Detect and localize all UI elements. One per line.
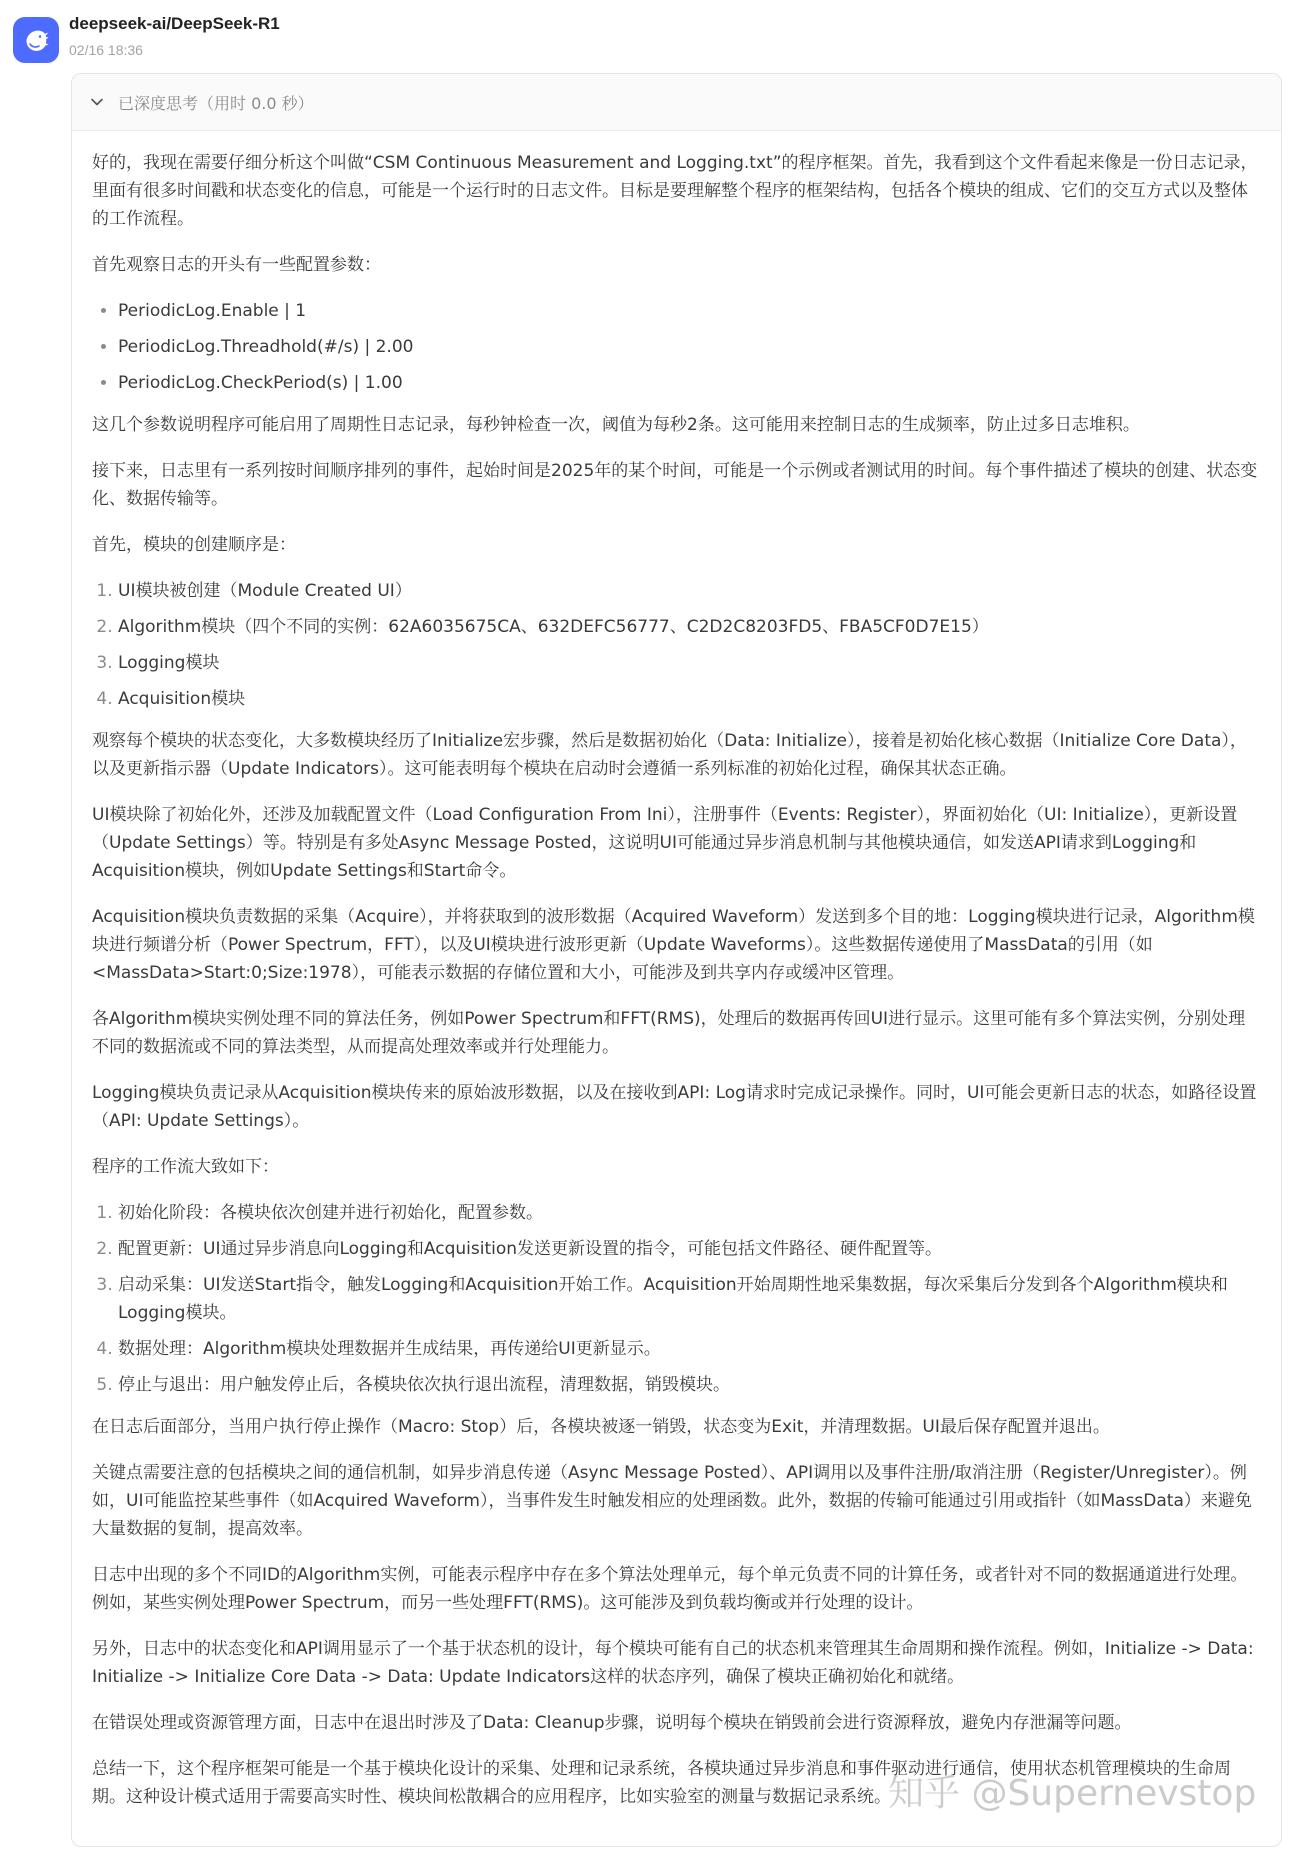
paragraph: 首先，模块的创建顺序是： xyxy=(92,535,296,555)
list-item: • PeriodicLog.Threadhold(#/s) | 2.00 xyxy=(118,333,1261,361)
paragraph: Acquisition模块负责数据的采集（Acquire），并将获取到的波形数据（Acquired Waveform）发送到多个目的地：Logging模块进行记录，Algorithm模块进行频谱分析（Power Spectrum，FFT），以及UI模块进行波形更新（Update Waveforms）。这些数据传递使用了MassData的引用（如<MassData>Start:0;Size:1978），可能表示数据的存储位置和大小，可能涉及到共享内存或缓冲区管理。 xyxy=(92,907,1255,983)
paragraph: 关键点需要注意的包括模块之间的通信机制，如异步消息传递（Async Message Posted）、API调用以及事件注册/取消注册（Register/Unregister）。例如，UI可能监控某些事件（如Acquired Waveform），当事件发生时触发相应的处理函数。此外，数据的传输可能通过引用或指针（如MassData）来避免大量数据的复制，提高效率。 xyxy=(92,1463,1252,1539)
list-item: • PeriodicLog.CheckPeriod(s) | 1.00 xyxy=(118,369,1261,397)
deep-think-toggle[interactable] xyxy=(72,74,1281,131)
paragraph: 各Algorithm模块实例处理不同的算法任务，例如Power Spectrum和FFT(RMS)，处理后的数据再传回UI进行显示。这里可能有多个算法实例，分别处理不同的数据流或不同的算法类型，从而提高处理效率或并行处理能力。 xyxy=(92,1009,1246,1057)
watermark: 知乎 @Supernevstop xyxy=(888,1773,1257,1814)
list-item: 5. 停止与退出：用户触发停止后，各模块依次执行退出流程，清理数据，销毁模块。 xyxy=(118,1371,1261,1399)
list-item: 4. 数据处理：Algorithm模块处理数据并生成结果，再传递给UI更新显示。 xyxy=(118,1335,1261,1363)
paragraph: 好的，我现在需要仔细分析这个叫做“CSM Continuous Measurement and Logging.txt”的程序框架。首先，我看到这个文件看起来像是一份日志记录，里面有很多时间戳和状态变化的信息，可能是一个运行时的日志文件。目标是要理解整个程序的框架结构，包括各个模块的组成、它们的交互方式以及整体的工作流程。 xyxy=(92,153,1258,229)
paragraph: 在错误处理或资源管理方面，日志中在退出时涉及了Data: Cleanup步骤，说明每个模块在销毁前会进行资源释放，避免内存泄漏等问题。 xyxy=(92,1713,1132,1733)
message-timestamp: 02/16 18:36 xyxy=(69,42,143,58)
list-item: 3. 启动采集：UI发送Start指令，触发Logging和Acquisition开始工作。Acquisition开始周期性地采集数据，每次采集后分发到各个Algorithm模块和Logging模块。 xyxy=(118,1271,1261,1327)
list-item: 1. UI模块被创建（Module Created UI） xyxy=(118,577,1261,605)
model-name: deepseek-ai/DeepSeek-R1 xyxy=(69,14,280,33)
list-item: • PeriodicLog.Enable | 1 xyxy=(118,297,1261,325)
config-list xyxy=(92,297,1261,397)
paragraph: Logging模块负责记录从Acquisition模块传来的原始波形数据，以及在接收到API: Log请求时完成记录操作。同时，UI可能会更新日志的状态，如路径设置（API: Update Settings）。 xyxy=(92,1083,1257,1131)
paragraph: 接下来，日志里有一系列按时间顺序排列的事件，起始时间是2025年的某个时间，可能是一个示例或者测试用的时间。每个事件描述了模块的创建、状态变化、数据传输等。 xyxy=(92,461,1258,509)
workflow-list xyxy=(92,1199,1261,1399)
paragraph: 另外，日志中的状态变化和API调用显示了一个基于状态机的设计，每个模块可能有自己的状态机来管理其生命周期和操作流程。例如，Initialize -> Data: Initialize -> Initialize Core Data -> Data: Update Indicators这样的状态序列，确保了模块正确初始化和就绪。 xyxy=(92,1639,1254,1687)
deepseek-whale-icon xyxy=(21,25,51,55)
response-card xyxy=(71,73,1282,1847)
list-item: 2. 配置更新：UI通过异步消息向Logging和Acquisition发送更新设置的指令，可能包括文件路径、硬件配置等。 xyxy=(118,1235,1261,1263)
paragraph: UI模块除了初始化外，还涉及加载配置文件（Load Configuration From Ini），注册事件（Events: Register），界面初始化（UI: Initialize），更新设置（Update Settings）等。特别是有多处Async Message Posted，这说明UI可能通过异步消息机制与其他模块通信，如发送API请求到Logging和Acquisition模块，例如Update Settings和Start命令。 xyxy=(92,805,1238,881)
paragraph: 观察每个模块的状态变化，大多数模块经历了Initialize宏步骤，然后是数据初始化（Data: Initialize），接着是初始化核心数据（Initialize Core Data），以及更新指示器（Update Indicators）。这可能表明每个模块在启动时会遵循一系列标准的初始化过程，确保其状态正确。 xyxy=(92,731,1247,779)
paragraph: 日志中出现的多个不同ID的Algorithm实例，可能表示程序中存在多个算法处理单元，每个单元负责不同的计算任务，或者针对不同的数据通道进行处理。例如，某些实例处理Power Spectrum，而另一些处理FFT(RMS)。这可能涉及到负载均衡或并行处理的设计。 xyxy=(92,1565,1248,1613)
avatar xyxy=(13,17,59,63)
list-item: 1. 初始化阶段：各模块依次创建并进行初始化，配置参数。 xyxy=(118,1199,1261,1227)
list-item: 4. Acquisition模块 xyxy=(118,685,1261,713)
paragraph: 这几个参数说明程序可能启用了周期性日志记录，每秒钟检查一次，阈值为每秒2条。这可能用来控制日志的生成频率，防止过多日志堆积。 xyxy=(92,415,1140,435)
paragraph: 总结一下，这个程序框架可能是一个基于模块化设计的采集、处理和记录系统，各模块通过异步消息和事件驱动进行通信，使用状态机管理模块的生命周期。这种设计模式适用于需要高实时性、模块间松散耦合的应用程序，比如实验室的测量与数据记录系统。 xyxy=(92,1759,1231,1807)
deep-think-label: 已深度思考（用时 0.0 秒） xyxy=(118,93,314,113)
list-item: 3. Logging模块 xyxy=(118,649,1261,677)
paragraph: 在日志后面部分，当用户执行停止操作（Macro: Stop）后，各模块被逐一销毁，状态变为Exit，并清理数据。UI最后保存配置并退出。 xyxy=(92,1417,1110,1437)
thinking-content xyxy=(72,131,1281,1811)
list-item: 2. Algorithm模块（四个不同的实例：62A6035675CA、632DEFC56777、C2D2C8203FD5、FBA5CF0D7E15） xyxy=(118,613,1261,641)
chevron-down-icon xyxy=(90,95,104,109)
paragraph: 首先观察日志的开头有一些配置参数： xyxy=(92,255,381,275)
paragraph: 程序的工作流大致如下： xyxy=(92,1157,279,1177)
module-list xyxy=(92,577,1261,713)
